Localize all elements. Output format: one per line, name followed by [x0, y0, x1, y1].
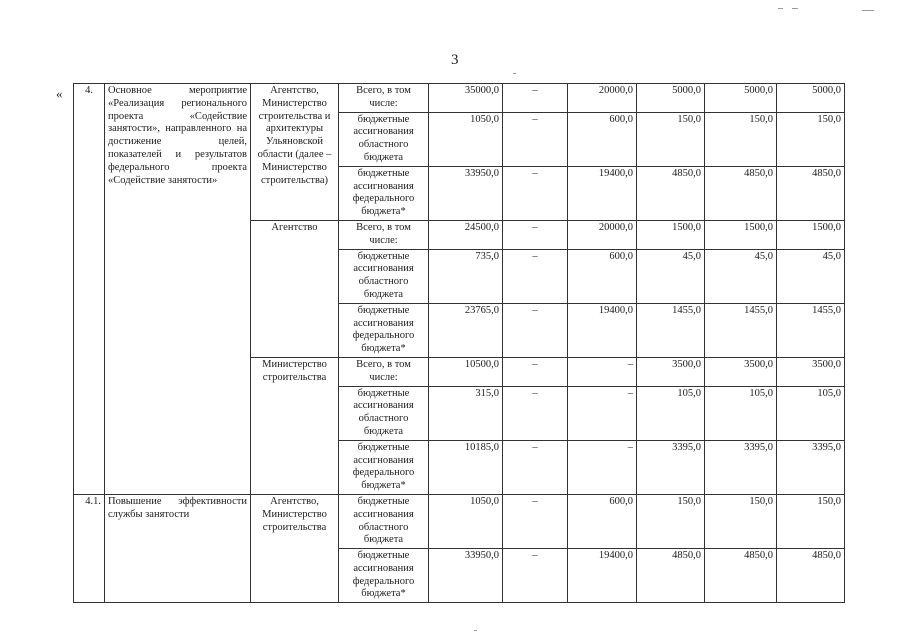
value-cell: 150,0 [705, 112, 777, 166]
value-cell: 600,0 [568, 112, 637, 166]
item-number: 4. [74, 84, 105, 495]
value-cell: 35000,0 [429, 84, 503, 113]
value-cell: 3500,0 [705, 357, 777, 386]
value-cell: 10500,0 [429, 357, 503, 386]
value-cell: 600,0 [568, 494, 637, 548]
budget-table-body [74, 84, 845, 603]
value-cell: 45,0 [637, 249, 705, 303]
value-cell: 1455,0 [777, 303, 845, 357]
value-cell: 5000,0 [777, 84, 845, 113]
value-cell: 5000,0 [637, 84, 705, 113]
value-cell: – [503, 440, 568, 494]
value-cell: – [503, 166, 568, 220]
value-cell: 1050,0 [429, 494, 503, 548]
value-cell: 3395,0 [777, 440, 845, 494]
executor-cell: Агентство, Министерство строительства и архитектуры Ульяновской области (далее – Министерство строительства) [251, 84, 339, 221]
scan-artifact [778, 8, 783, 9]
value-cell: – [568, 386, 637, 440]
value-cell: 4850,0 [705, 166, 777, 220]
value-cell: – [503, 112, 568, 166]
value-cell: 150,0 [777, 112, 845, 166]
value-cell: 105,0 [777, 386, 845, 440]
value-cell: 19400,0 [568, 549, 637, 603]
value-cell: 45,0 [777, 249, 845, 303]
opening-quote-mark: « [56, 86, 63, 101]
funding-source: бюджетные ассигнования областного бюджета [339, 112, 429, 166]
scan-artifact [792, 8, 798, 9]
funding-source: бюджетные ассигнования федерального бюджета* [339, 549, 429, 603]
value-cell: – [503, 357, 568, 386]
value-cell: – [568, 440, 637, 494]
value-cell: 105,0 [637, 386, 705, 440]
funding-source: бюджетные ассигнования областного бюджета [339, 386, 429, 440]
value-cell: 4850,0 [777, 549, 845, 603]
value-cell: 150,0 [637, 112, 705, 166]
funding-source: бюджетные ассигнования федерального бюджета* [339, 440, 429, 494]
table-row [74, 84, 845, 113]
funding-source: бюджетные ассигнования областного бюджета [339, 249, 429, 303]
value-cell: 19400,0 [568, 303, 637, 357]
value-cell: – [503, 220, 568, 249]
page-number: 3 [451, 52, 459, 68]
value-cell: 4850,0 [637, 549, 705, 603]
value-cell: 3395,0 [705, 440, 777, 494]
funding-source: бюджетные ассигнования федерального бюджета* [339, 303, 429, 357]
value-cell: 105,0 [705, 386, 777, 440]
value-cell: 10185,0 [429, 440, 503, 494]
executor-cell: Агентство [251, 220, 339, 357]
value-cell: 735,0 [429, 249, 503, 303]
value-cell: 4850,0 [637, 166, 705, 220]
value-cell: – [503, 549, 568, 603]
value-cell: 1500,0 [777, 220, 845, 249]
value-cell: 150,0 [705, 494, 777, 548]
value-cell: 24500,0 [429, 220, 503, 249]
value-cell: 4850,0 [777, 166, 845, 220]
value-cell: 4850,0 [705, 549, 777, 603]
value-cell: 23765,0 [429, 303, 503, 357]
value-cell: 1500,0 [705, 220, 777, 249]
scan-artifact [862, 10, 874, 11]
value-cell: 150,0 [637, 494, 705, 548]
value-cell: 33950,0 [429, 549, 503, 603]
executor-cell: Министерство строительства [251, 357, 339, 494]
funding-source: бюджетные ассигнования областного бюджета [339, 494, 429, 548]
item-description: Повышение эффективности службы занятости [105, 494, 251, 602]
value-cell: – [503, 494, 568, 548]
value-cell: 3500,0 [637, 357, 705, 386]
funding-source: Всего, в том числе: [339, 84, 429, 113]
value-cell: 150,0 [777, 494, 845, 548]
value-cell: – [503, 303, 568, 357]
value-cell: 33950,0 [429, 166, 503, 220]
value-cell: – [503, 249, 568, 303]
item-number: 4.1. [74, 494, 105, 602]
value-cell: 20000,0 [568, 220, 637, 249]
value-cell: 1500,0 [637, 220, 705, 249]
scan-artifact [474, 630, 477, 631]
scan-artifact [513, 73, 516, 74]
funding-source: бюджетные ассигнования федерального бюджета* [339, 166, 429, 220]
budget-table [73, 83, 845, 603]
executor-cell: Агентство, Министерство строительства [251, 494, 339, 602]
table-row [74, 494, 845, 548]
value-cell: – [503, 84, 568, 113]
value-cell: 1050,0 [429, 112, 503, 166]
value-cell: 3395,0 [637, 440, 705, 494]
value-cell: 1455,0 [705, 303, 777, 357]
value-cell: 600,0 [568, 249, 637, 303]
value-cell: 3500,0 [777, 357, 845, 386]
value-cell: 20000,0 [568, 84, 637, 113]
value-cell: 45,0 [705, 249, 777, 303]
funding-source: Всего, в том числе: [339, 357, 429, 386]
value-cell: 1455,0 [637, 303, 705, 357]
value-cell: – [568, 357, 637, 386]
item-description: Основное мероприятие «Реализация регионального проекта «Содействие занятости», направленного на достижение целей, показателей и результатов федерального проекта «Содействие занятости» [105, 84, 251, 495]
funding-source: Всего, в том числе: [339, 220, 429, 249]
value-cell: 315,0 [429, 386, 503, 440]
value-cell: 5000,0 [705, 84, 777, 113]
value-cell: 19400,0 [568, 166, 637, 220]
value-cell: – [503, 386, 568, 440]
